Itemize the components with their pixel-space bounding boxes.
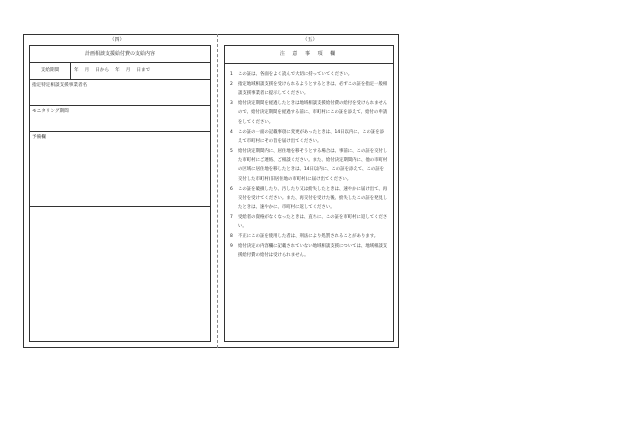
right-page-label: （五） bbox=[302, 37, 318, 43]
note-number: 1 bbox=[230, 72, 233, 77]
note-number: 5 bbox=[230, 148, 233, 154]
provider-row bbox=[30, 80, 210, 106]
left-page-table bbox=[29, 45, 211, 342]
note-text: 給付決定期間内に、居住地を移そうとする場合は、事前に、この証を交付した市町村にご連絡、ご相談ください。また、給付決定期間内に、他の市町村の区域に居住地を移したときは、14日以内に、この証を添えて、この証を交付した市町村(旧居住地の市町村)に届け出てください。 bbox=[238, 148, 388, 182]
note-number: 8 bbox=[230, 234, 233, 240]
note-item bbox=[230, 213, 388, 232]
note-text: 指定地域相談支援を受けられるようとするときは、必ずこの証を指定一般相談支援事業者に提示してください。 bbox=[238, 81, 388, 97]
table-title-row bbox=[30, 46, 210, 63]
monitoring-row bbox=[30, 106, 210, 132]
period-value: 年 月 日から 年 月 日まで bbox=[74, 68, 151, 73]
period-row bbox=[30, 63, 210, 80]
note-text: この証を破損したり、汚したり又は紛失したときは、速やかに届け出て、再交付を受けてください。また、再交付を受けた後、紛失したこの証を発見したときは、速やかに、市町村に返してください。 bbox=[238, 186, 388, 211]
notes-row bbox=[30, 132, 210, 207]
left-page-label: （四） bbox=[109, 37, 125, 43]
note-text: 不正にこの証を使用した者は、刑法により処罰されることがあります。 bbox=[238, 234, 379, 240]
note-number: 7 bbox=[230, 215, 233, 221]
note-item bbox=[230, 80, 388, 99]
note-text: 給付決定期間を経過したときは地域相談支援給付費の給付を受けられませんので、給付決定期間を経過する前に、市町村にこの証を添えて、給付の申請をしてください。 bbox=[238, 101, 388, 125]
note-item bbox=[230, 185, 388, 213]
notes-heading: 注 意 事 項 欄 bbox=[225, 46, 393, 64]
note-text: 受給者の資格がなくなったときは、直ちに、この証を市町村に返してください。 bbox=[238, 215, 388, 230]
note-item bbox=[230, 242, 388, 261]
note-item bbox=[230, 70, 388, 79]
notes-list bbox=[225, 64, 393, 261]
blank-area bbox=[30, 207, 210, 342]
note-text: 給付決定の内容欄に記載されていない地域相談支援については、地域相談支援給付費の給付は受けられません。 bbox=[238, 244, 388, 259]
note-number: 6 bbox=[230, 186, 233, 192]
notes-label: 予備欄 bbox=[32, 135, 46, 140]
monitoring-label: モニタリング期間 bbox=[32, 109, 69, 114]
note-text: この証は、各面をよく読んで大切に持っていてください。 bbox=[238, 72, 353, 77]
provider-label: 指定特定相談支援事業者名 bbox=[32, 83, 88, 88]
note-number: 9 bbox=[230, 244, 233, 250]
period-label: 支給期間 bbox=[30, 63, 71, 79]
note-number: 2 bbox=[230, 81, 233, 87]
note-item bbox=[230, 99, 388, 127]
note-number: 3 bbox=[230, 101, 233, 107]
note-item bbox=[230, 147, 388, 184]
fold-line bbox=[217, 34, 218, 348]
note-number: 4 bbox=[230, 129, 233, 135]
note-item bbox=[230, 128, 388, 147]
table-title: 計画相談支援給付費の支給内容 bbox=[84, 51, 155, 57]
note-text: この証の一面の記載事項に変更があったときは、14日以内に、この証を添えて市町村にその旨を届け出てください。 bbox=[238, 129, 385, 144]
right-page-table bbox=[224, 45, 394, 342]
note-item bbox=[230, 232, 388, 241]
